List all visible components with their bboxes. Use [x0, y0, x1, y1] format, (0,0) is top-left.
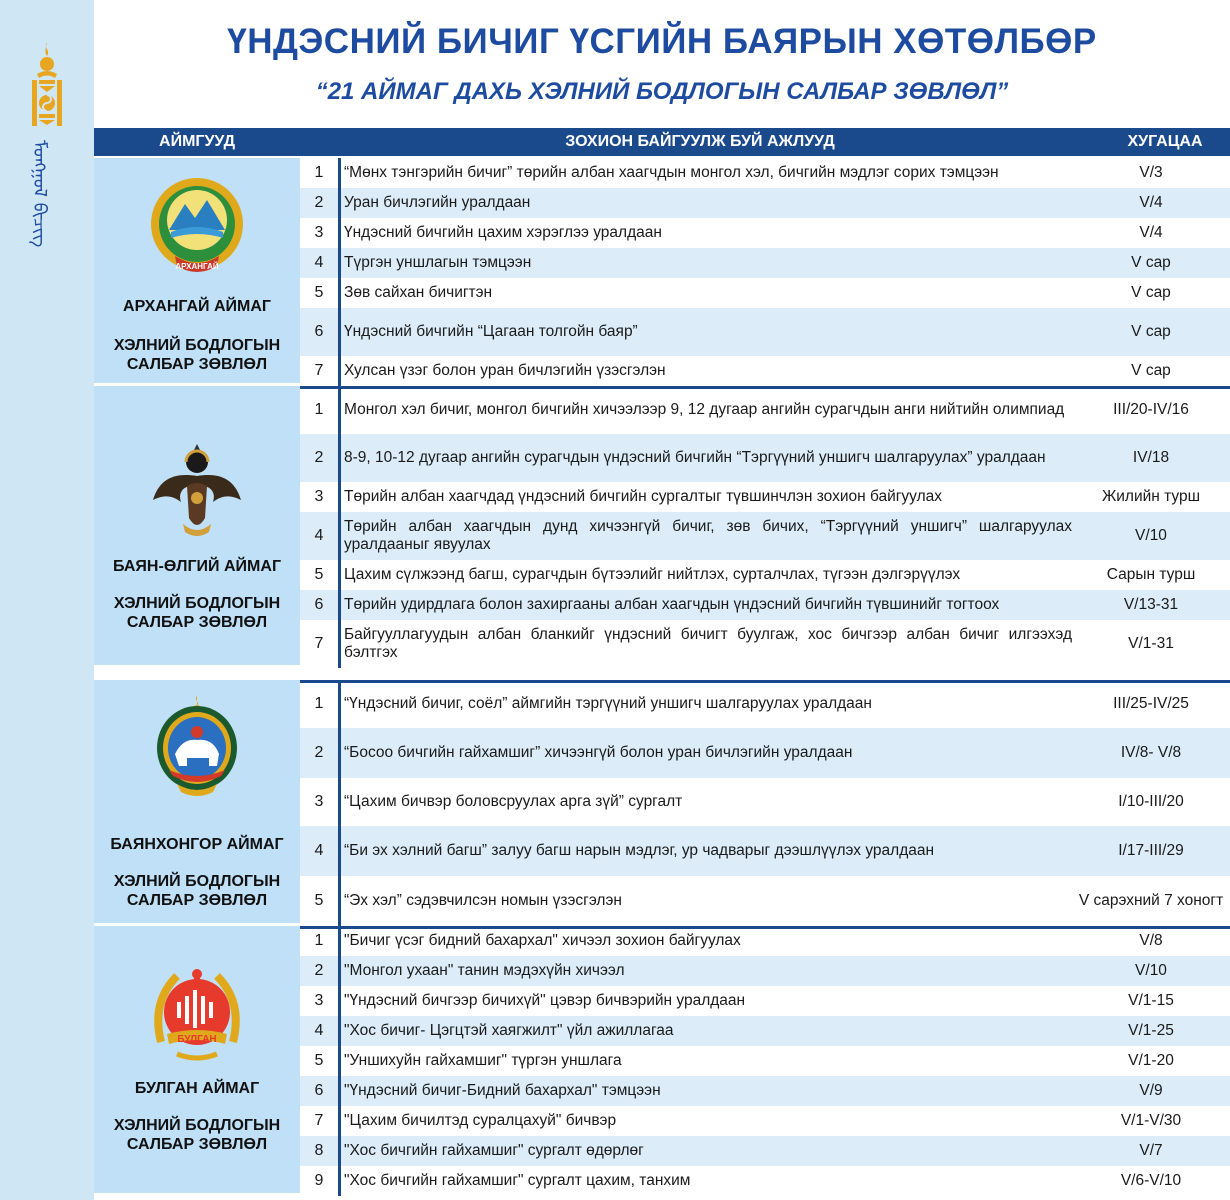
row-date	[1072, 1016, 1230, 1046]
row-date	[1072, 778, 1230, 826]
council-label: ХЭЛНИЙ БОДЛОГЫН	[113, 337, 281, 354]
row-date-text: V/4	[1139, 224, 1163, 241]
row-divider	[338, 778, 341, 826]
row-date-text: V сар	[1131, 362, 1171, 379]
row-number: 3	[314, 793, 324, 810]
row-number: 1	[314, 695, 324, 712]
row-date	[1072, 590, 1230, 620]
row-divider	[338, 218, 341, 248]
row-divider	[338, 158, 341, 188]
row-date-text: V/1-V/30	[1120, 1112, 1182, 1129]
aimag-cell	[94, 158, 300, 386]
row-date-text: Жилийн турш	[1101, 488, 1201, 505]
table-row	[300, 1016, 1230, 1046]
aimag-name: БАЯНХОНГОР АЙМАГ	[110, 836, 284, 853]
row-number: 2	[314, 962, 324, 979]
row-date-text: V/10	[1135, 527, 1167, 544]
row-divider	[338, 1136, 341, 1166]
table-row	[300, 680, 1230, 728]
aimag-cell	[94, 386, 300, 668]
row-number: 2	[314, 194, 324, 211]
row-task: Төрийн удирдлага болон захиргааны албан хаагчдын үндэсний бичгийн түвшинийг тогтоох	[344, 596, 1000, 613]
row-date	[1072, 1076, 1230, 1106]
row-number: 5	[314, 566, 324, 583]
row-task: Зөв сайхан бичигтэн	[344, 284, 493, 301]
table-row	[300, 434, 1230, 482]
row-task: “Цахим бичвэр боловсруулах арга зүй” сургалт	[344, 793, 683, 810]
row-divider	[338, 482, 341, 512]
council-label: САЛБАР ЗӨВЛӨЛ	[126, 1136, 268, 1153]
row-date-text: V/1-20	[1128, 1052, 1174, 1069]
row-date	[1072, 986, 1230, 1016]
bayankhongor-emblem-icon	[147, 692, 247, 802]
row-task: Монгол хэл бичиг, монгол бичгийн хичээлээр 9, 12 дугаар ангийн сурагчдын анги нийтийн олимпиад	[344, 401, 1065, 418]
row-task: "Цахим бичилтэд суралцахуй" бичвэр	[344, 1112, 617, 1129]
row-date	[1072, 386, 1230, 434]
table-row	[300, 926, 1230, 956]
row-task: "Хос бичгийн гайхамшиг" сургалт цахим, танхим	[344, 1172, 691, 1189]
row-divider	[338, 620, 341, 668]
row-divider	[338, 876, 341, 926]
row-date-text: V/10	[1135, 962, 1167, 979]
aimag-cell	[94, 680, 300, 926]
table-row	[300, 956, 1230, 986]
row-number: 7	[314, 1112, 324, 1129]
row-task: Уран бичлэгийн уралдаан	[344, 194, 531, 211]
row-date	[1072, 680, 1230, 728]
row-divider	[338, 1106, 341, 1136]
row-task: "Хос бичиг- Цэгцтэй хаягжилт" үйл ажиллагаа	[344, 1022, 674, 1039]
row-divider	[338, 680, 341, 728]
table-row	[300, 1046, 1230, 1076]
row-date	[1072, 956, 1230, 986]
council-label: САЛБАР ЗӨВЛӨЛ	[126, 892, 268, 909]
row-divider	[338, 986, 341, 1016]
row-task: "Бичиг үсэг бидний бахархал" хичээл зохион байгуулах	[344, 932, 741, 949]
row-date	[1072, 876, 1230, 926]
table-row	[300, 1166, 1230, 1196]
row-divider	[338, 956, 341, 986]
left-sidebar	[0, 0, 94, 1200]
row-date-text: Сарын турш	[1106, 566, 1196, 583]
arkhangai-emblem-icon	[147, 174, 247, 284]
row-task: "Хос бичгийн гайхамшиг" сургалт өдөрлөг	[344, 1142, 644, 1159]
row-divider	[338, 248, 341, 278]
table-row	[300, 512, 1230, 560]
header-aimag: АЙМГУУД	[159, 133, 235, 150]
row-divider	[338, 1076, 341, 1106]
row-number: 4	[314, 527, 324, 544]
row-task: 8-9, 10-12 дугаар ангийн сурагчдын үндэсний бичгийн “Тэргүүний уншигч шалгаруулах” уралдаан	[344, 449, 1046, 466]
row-number: 5	[314, 1052, 324, 1069]
row-date-text: V сар	[1078, 892, 1119, 909]
table-row	[300, 1136, 1230, 1166]
row-date-text: V/13-31	[1123, 596, 1179, 613]
table-row	[300, 876, 1230, 926]
row-number: 8	[314, 1142, 324, 1159]
header-date: ХУГАЦАА	[1127, 133, 1203, 150]
header-tasks: ЗОХИОН БАЙГУУЛЖ БУЙ АЖЛУУД	[565, 133, 835, 150]
row-number: 2	[314, 744, 324, 761]
row-divider	[338, 926, 341, 956]
aimag-emblem	[147, 436, 247, 546]
row-number: 3	[314, 488, 324, 505]
table-row	[300, 1106, 1230, 1136]
table-row	[300, 620, 1230, 668]
row-date-text: V/1-31	[1128, 635, 1174, 652]
row-number: 6	[314, 596, 324, 613]
row-date	[1072, 356, 1230, 386]
table-row	[300, 308, 1230, 356]
row-date-text: V сар	[1131, 254, 1171, 271]
row-task: “Үндэсний бичиг, соёл” аймгийн тэргүүний уншигч шалгаруулах уралдаан	[344, 695, 872, 712]
row-divider	[338, 590, 341, 620]
table-row	[300, 560, 1230, 590]
row-task: "Уншихуйн гайхамшиг" түргэн уншлага	[344, 1052, 622, 1069]
row-task: “Босоо бичгийн гайхамшиг” хичээнгүй болон уран бичлэгийн уралдаан	[344, 744, 853, 761]
soyombo-icon	[22, 40, 72, 130]
row-number: 1	[314, 932, 324, 949]
row-task: “Мөнх тэнгэрийн бичиг” төрийн албан хаагчдын монгол хэл, бичгийн мэдлэг сорих тэмцээн	[344, 164, 999, 181]
row-divider	[338, 512, 341, 560]
row-date	[1072, 158, 1230, 188]
row-task: Түргэн уншлагын тэмцээн	[344, 254, 532, 271]
row-number: 3	[314, 224, 324, 241]
council-label: ХЭЛНИЙ БОДЛОГЫН	[113, 595, 281, 612]
table-row	[300, 826, 1230, 876]
row-date-text: V/4	[1139, 194, 1163, 211]
row-task: Байгууллагуудын албан бланкийг үндэсний бичигт буулгаж, хос бичгээр албан бичиг илгээхэд бэлтгэх	[344, 626, 1072, 661]
row-number: 4	[314, 254, 324, 271]
row-date-text: V/3	[1139, 164, 1163, 181]
row-task: “Би эх хэлний багш” залуу багш нарын мэдлэг, ур чадварыг дээшлүүлэх уралдаан	[344, 842, 935, 859]
row-divider	[338, 278, 341, 308]
row-date	[1072, 188, 1230, 218]
aimag-name: БАЯН-ӨЛГИЙ АЙМАГ	[112, 558, 282, 575]
aimag-emblem	[147, 174, 247, 284]
row-task: "Үндэсний бичгээр бичихүй" цэвэр бичвэрийн уралдаан	[344, 992, 746, 1009]
row-task: Цахим сүлжээнд багш, сурагчдын бүтээлийг нийтлэх, сурталчлах, түгээн дэлгэрүүлэх	[344, 566, 961, 583]
row-task: Хулсан үзэг болон уран бичлэгийн үзэсгэлэн	[344, 362, 666, 379]
svg-text:БУЛГАН: БУЛГАН	[177, 1034, 217, 1045]
row-divider	[338, 308, 341, 356]
row-date-text: IV/8- V/8	[1120, 744, 1182, 761]
aimag-name: БУЛГАН АЙМАГ	[134, 1080, 260, 1097]
table-row	[300, 158, 1230, 188]
row-date-text: I/10-III/20	[1118, 793, 1184, 810]
row-task: Үндэсний бичгийн “Цагаан толгойн баяр”	[344, 323, 638, 340]
row-divider	[338, 356, 341, 386]
aimag-emblem	[147, 692, 247, 802]
row-number: 5	[314, 892, 324, 909]
row-date	[1072, 1136, 1230, 1166]
table-row	[300, 986, 1230, 1016]
bulgan-emblem-icon	[147, 962, 247, 1072]
row-divider	[338, 188, 341, 218]
row-task: "Үндэсний бичиг-Бидний бахархал" тэмцээн	[344, 1082, 661, 1099]
row-date	[1072, 512, 1230, 560]
aimag-section	[94, 926, 1230, 1196]
section-top-border	[300, 926, 1230, 929]
table-row	[300, 218, 1230, 248]
aimag-emblem	[147, 962, 247, 1072]
row-date	[1072, 1106, 1230, 1136]
aimag-section	[94, 680, 1230, 926]
row-number: 3	[314, 992, 324, 1009]
row-date	[1072, 278, 1230, 308]
table-row	[300, 248, 1230, 278]
row-date-text: IV/18	[1132, 449, 1170, 466]
row-number: 6	[314, 323, 324, 340]
section-top-border	[300, 386, 1230, 389]
row-number: 9	[314, 1172, 324, 1189]
row-date-text: V сар	[1131, 323, 1171, 340]
table-row	[300, 278, 1230, 308]
bayan-olgii-emblem-icon	[147, 436, 247, 546]
aimag-section	[94, 386, 1230, 668]
row-date-text: III/25-IV/25	[1113, 695, 1189, 712]
row-date	[1072, 218, 1230, 248]
row-number: 2	[314, 449, 324, 466]
row-date-text: I/17-III/29	[1118, 842, 1184, 859]
row-date	[1072, 1046, 1230, 1076]
row-number: 4	[314, 1022, 324, 1039]
table-row	[300, 728, 1230, 778]
row-date	[1072, 482, 1230, 512]
row-number: 5	[314, 284, 324, 301]
table-row	[300, 386, 1230, 434]
table-row	[300, 778, 1230, 826]
table-row	[300, 188, 1230, 218]
row-number: 1	[314, 401, 324, 418]
row-number: 7	[314, 362, 324, 379]
table-header	[94, 128, 1230, 156]
mongol-script-decoration: ᠮᠣᠩᠭᠣᠯ ᠪᠢᠴᠢᠭ᠌	[29, 140, 50, 248]
council-label: САЛБАР ЗӨВЛӨЛ	[126, 356, 268, 373]
row-divider	[338, 560, 341, 590]
row-date	[1072, 1166, 1230, 1196]
row-date	[1072, 434, 1230, 482]
row-date-text: V сар	[1131, 284, 1171, 301]
row-date-text: V/9	[1139, 1082, 1163, 1099]
row-date-text: V/6-V/10	[1120, 1172, 1182, 1189]
row-task: "Монгол ухаан" танин мэдэхүйн хичээл	[344, 962, 625, 979]
row-number: 7	[314, 635, 324, 652]
row-date-text: V/8	[1139, 932, 1163, 949]
row-number: 4	[314, 842, 324, 859]
page-subtitle: “21 АЙМАГ ДАХЬ ХЭЛНИЙ БОДЛОГЫН САЛБАР ЗӨВЛӨЛ”	[315, 78, 1009, 105]
row-number: 6	[314, 1082, 324, 1099]
row-date-text: V/1-15	[1128, 992, 1174, 1009]
table-row	[300, 590, 1230, 620]
table-row	[300, 482, 1230, 512]
aimag-section	[94, 158, 1230, 386]
row-date	[1072, 826, 1230, 876]
row-divider	[338, 1016, 341, 1046]
row-date-note: эхний 7 хоногт	[1118, 892, 1224, 909]
row-date	[1072, 926, 1230, 956]
table-row	[300, 356, 1230, 386]
aimag-name: АРХАНГАЙ АЙМАГ	[123, 298, 271, 315]
council-label: САЛБАР ЗӨВЛӨЛ	[126, 614, 268, 631]
row-date-text: V/1-25	[1128, 1022, 1174, 1039]
svg-text:АРХАНГАЙ: АРХАНГАЙ	[175, 262, 219, 271]
row-date	[1072, 728, 1230, 778]
row-date-text: V/7	[1139, 1142, 1163, 1159]
row-date-text: III/20-IV/16	[1113, 401, 1189, 418]
row-date	[1072, 560, 1230, 590]
section-top-border	[300, 680, 1230, 683]
row-divider	[338, 728, 341, 778]
row-date	[1072, 308, 1230, 356]
row-date	[1072, 620, 1230, 668]
row-task: Төрийн албан хаагчдад үндэсний бичгийн сургалтыг түвшинчлэн зохион байгуулах	[344, 488, 942, 505]
row-divider	[338, 1166, 341, 1196]
row-date	[1072, 248, 1230, 278]
row-divider	[338, 826, 341, 876]
council-label: ХЭЛНИЙ БОДЛОГЫН	[113, 1117, 281, 1134]
table-row	[300, 1076, 1230, 1106]
row-task: “Эх хэл” сэдэвчилсэн номын үзэсгэлэн	[344, 892, 622, 909]
aimag-cell	[94, 926, 300, 1196]
row-task: Үндэсний бичгийн цахим хэрэглээ уралдаан	[344, 224, 662, 241]
row-number: 1	[314, 164, 324, 181]
row-divider	[338, 386, 341, 434]
row-divider	[338, 434, 341, 482]
council-label: ХЭЛНИЙ БОДЛОГЫН	[113, 873, 281, 890]
row-task: Төрийн албан хаагчдын дунд хичээнгүй бичиг, зөв бичих, “Тэргүүний уншигч” шалгаруулах уралдааныг явуулах	[344, 518, 1072, 553]
page-title: ҮНДЭСНИЙ БИЧИГ ҮСГИЙН БАЯРЫН ХӨТӨЛБӨР	[227, 22, 1097, 61]
row-divider	[338, 1046, 341, 1076]
